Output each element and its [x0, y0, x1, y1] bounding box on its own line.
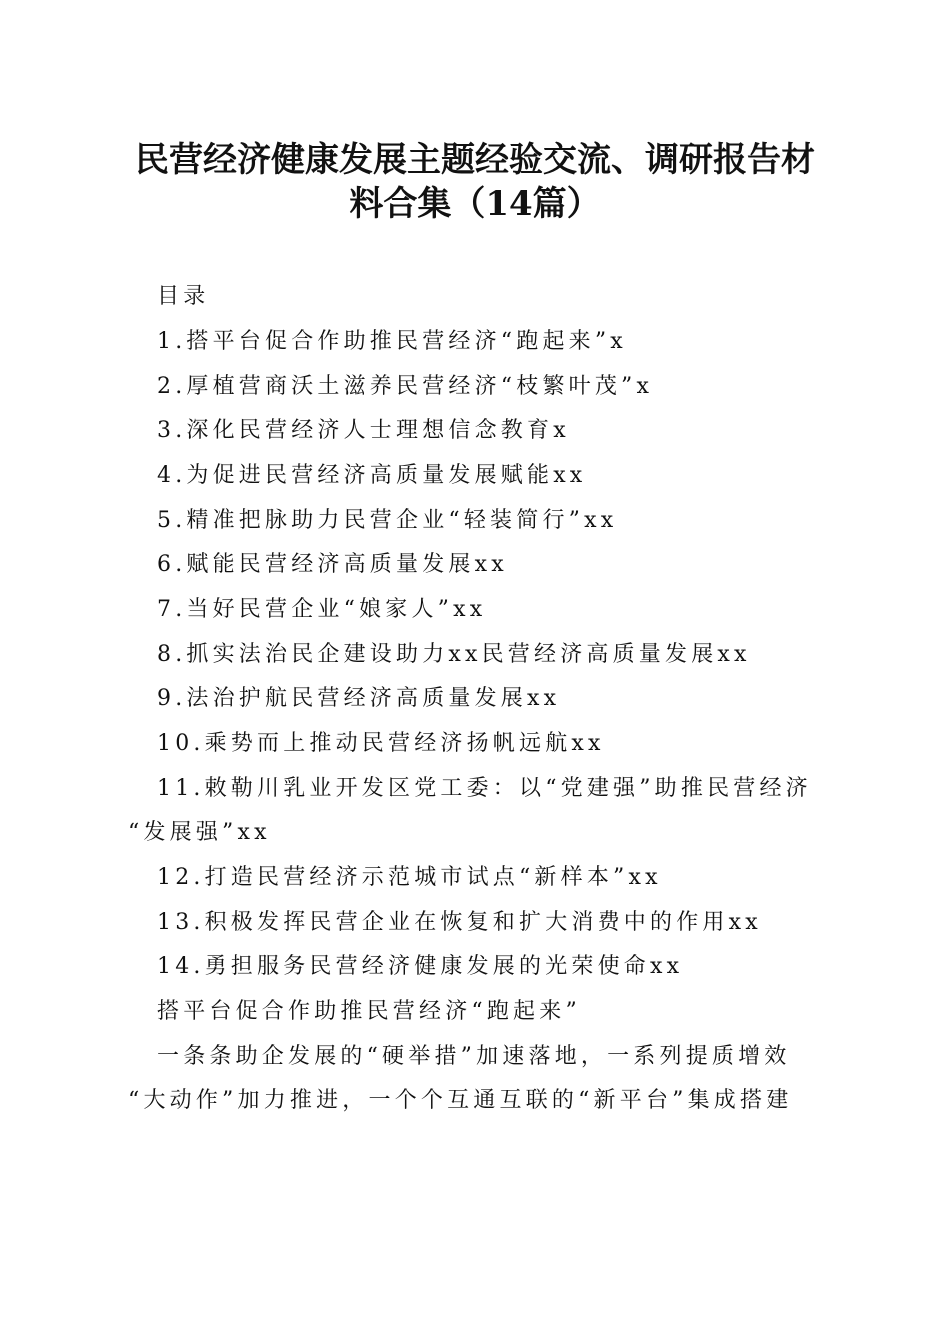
body-text-line-1: 一条条助企发展的“硬举措”加速落地，一系列提质增效 — [157, 1044, 791, 1069]
toc-item: 1.搭平台促合作助推民营经济“跑起来”x — [157, 329, 627, 354]
toc-heading: 目录 — [157, 284, 210, 309]
body-text-line-2: “大动作”加力推进，一个个互通互联的“新平台”集成搭建 — [128, 1088, 793, 1113]
toc-item: 14.勇担服务民营经济健康发展的光荣使命xx — [157, 954, 684, 979]
toc-item: 10.乘势而上推动民营经济扬帆远航xx — [157, 731, 605, 756]
section-title: 搭平台促合作助推民营经济“跑起来” — [157, 999, 581, 1024]
toc-item: 2.厚植营商沃土滋养民营经济“枝繁叶茂”x — [157, 374, 654, 399]
toc-item: 12.打造民营经济示范城市试点“新样本”xx — [157, 865, 662, 890]
toc-item: 7.当好民营企业“娘家人”xx — [157, 597, 487, 622]
toc-item-11-line-2: “发展强”xx — [128, 820, 271, 845]
toc-item: 9.法治护航民营经济高质量发展xx — [157, 686, 561, 711]
toc-item: 4.为促进民营经济高质量发展赋能xx — [157, 463, 587, 488]
toc-item: 6.赋能民营经济高质量发展xx — [157, 552, 508, 577]
document-title-line-1: 民营经济健康发展主题经验交流、调研报告材 — [135, 140, 815, 180]
toc-item: 3.深化民营经济人士理想信念教育x — [157, 418, 570, 443]
document-title-line-2: 料合集（14篇） — [349, 184, 601, 224]
toc-item: 8.抓实法治民企建设助力xx民营经济高质量发展xx — [157, 642, 751, 667]
toc-item: 13.积极发挥民营企业在恢复和扩大消费中的作用xx — [157, 910, 762, 935]
toc-item-11-line-1: 11.敕勒川乳业开发区党工委：以“党建强”助推民营经济 — [157, 776, 812, 801]
toc-item: 5.精准把脉助力民营企业“轻装简行”xx — [157, 508, 618, 533]
